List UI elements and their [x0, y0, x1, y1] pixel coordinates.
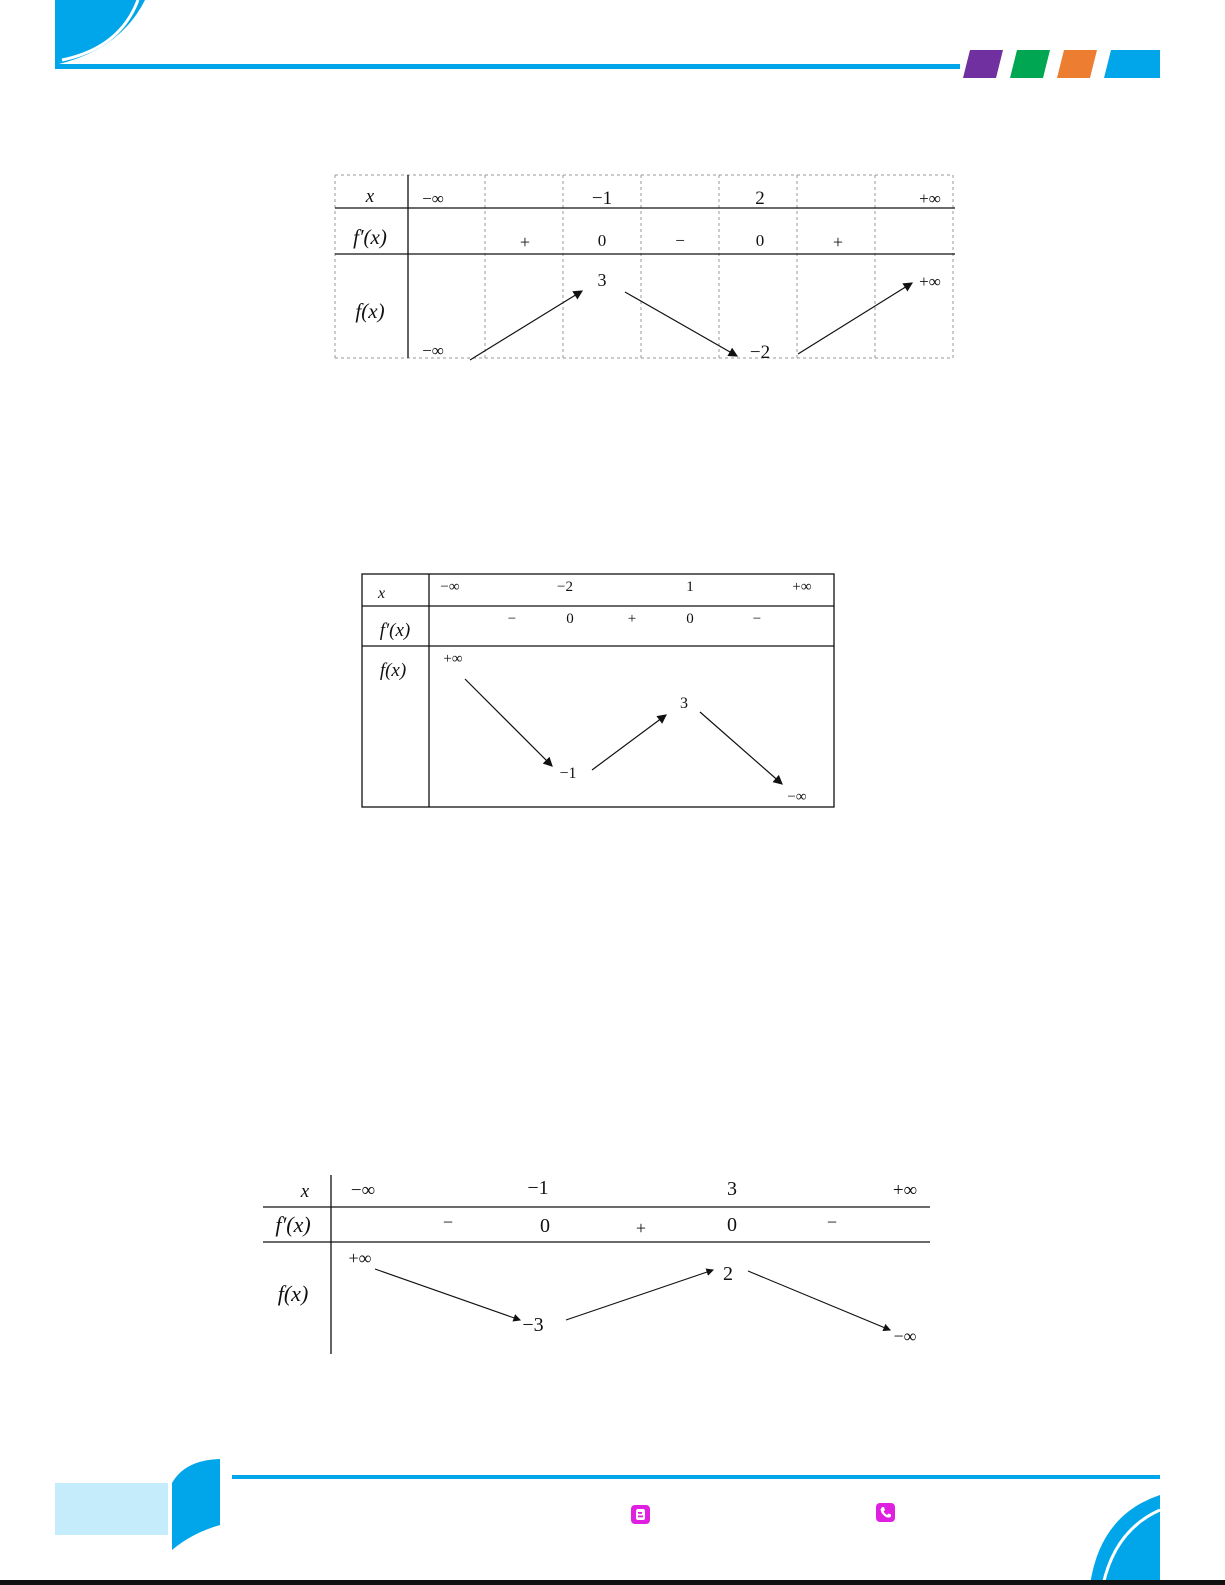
t3-fp-sign: − — [442, 1212, 454, 1232]
t2-fp-sign: 0 — [686, 611, 694, 627]
blog-glyph — [631, 1505, 650, 1524]
orange-tab — [1057, 50, 1097, 78]
t1-x-value: −∞ — [422, 189, 444, 208]
t3-fp-label: f′(x) — [275, 1212, 311, 1237]
t1-fp-sign: + — [832, 232, 844, 252]
t3-x-label: x — [300, 1181, 310, 1202]
t2-x-value: +∞ — [792, 579, 812, 595]
t3-arrow-down — [375, 1269, 520, 1320]
t3-f-value: −∞ — [893, 1326, 917, 1346]
t2-x-value: −2 — [557, 579, 573, 595]
purple-tab — [963, 50, 1003, 78]
variation-table-3 — [258, 1170, 938, 1360]
t2-fp-sign: + — [627, 611, 637, 627]
t1-arrow-up — [470, 291, 582, 360]
t2-f-label: f(x) — [379, 660, 407, 681]
header-decoration — [0, 0, 1225, 90]
t3-f-value: −3 — [522, 1314, 544, 1336]
t1-x-value: 2 — [755, 188, 765, 209]
t2-x-value: 1 — [686, 579, 694, 595]
t2-fp-label: f′(x) — [379, 620, 411, 641]
t1-fp-sign: − — [675, 231, 685, 250]
phone-glyph — [876, 1503, 895, 1522]
t2-f-value: −∞ — [787, 789, 807, 805]
t2-fp-sign: − — [752, 611, 762, 627]
header-rule — [55, 64, 960, 69]
blue-tab — [1104, 50, 1160, 78]
footer-decoration — [0, 1455, 1225, 1585]
t1-f-value: 3 — [597, 270, 607, 290]
footer-rule — [232, 1475, 1160, 1479]
header-corner-shape — [0, 0, 145, 65]
t1-arrow-up — [798, 283, 912, 354]
t1-f-value: −2 — [749, 342, 771, 363]
t3-f-value: 2 — [723, 1263, 733, 1285]
t2-arrow-up — [592, 715, 666, 770]
book-page-left — [55, 1483, 168, 1535]
variation-table-1 — [330, 170, 960, 370]
t2-arrow-down — [700, 712, 782, 784]
t3-x-value: 3 — [727, 1178, 737, 1200]
t1-fp-sign: 0 — [755, 231, 765, 250]
t1-x-value: +∞ — [919, 189, 941, 208]
variation-table-2 — [360, 572, 838, 812]
phone-icon[interactable] — [876, 1503, 895, 1522]
t3-f-label: f(x) — [277, 1281, 309, 1306]
footer-corner-shape — [1090, 1495, 1160, 1585]
t3-fp-sign: 0 — [727, 1214, 737, 1236]
t1-fp-label: f′(x) — [353, 225, 387, 249]
t3-x-value: +∞ — [892, 1180, 918, 1201]
t1-x-label: x — [365, 186, 375, 207]
t1-f-value: +∞ — [919, 272, 941, 291]
t1-arrow-down — [625, 292, 737, 356]
t3-fp-sign: + — [635, 1218, 647, 1238]
t2-arrow-down — [465, 679, 552, 766]
t1-fp-sign: 0 — [597, 231, 607, 250]
t3-f-value: +∞ — [348, 1248, 372, 1268]
t1-x-value: −1 — [591, 188, 613, 209]
t2-f-value: +∞ — [443, 651, 463, 667]
t3-fp-sign: − — [826, 1212, 838, 1232]
t3-x-value: −1 — [527, 1177, 549, 1199]
t2-fp-sign: − — [507, 611, 517, 627]
t3-fp-sign: 0 — [540, 1215, 550, 1237]
blog-icon[interactable] — [631, 1505, 650, 1524]
t2-fp-sign: 0 — [566, 611, 574, 627]
t3-arrow-down — [748, 1271, 890, 1330]
t3-arrow-up — [566, 1270, 713, 1320]
t2-x-label: x — [378, 585, 386, 602]
t2-f-value: −1 — [559, 765, 577, 782]
green-tab — [1010, 50, 1050, 78]
t1-f-label: f(x) — [355, 299, 385, 323]
t1-fp-sign: + — [519, 232, 531, 252]
book-page-right — [172, 1459, 220, 1550]
t1-f-value: −∞ — [422, 341, 444, 360]
t3-x-value: −∞ — [350, 1180, 376, 1201]
t2-f-value: 3 — [680, 695, 688, 712]
t2-x-value: −∞ — [440, 579, 460, 595]
